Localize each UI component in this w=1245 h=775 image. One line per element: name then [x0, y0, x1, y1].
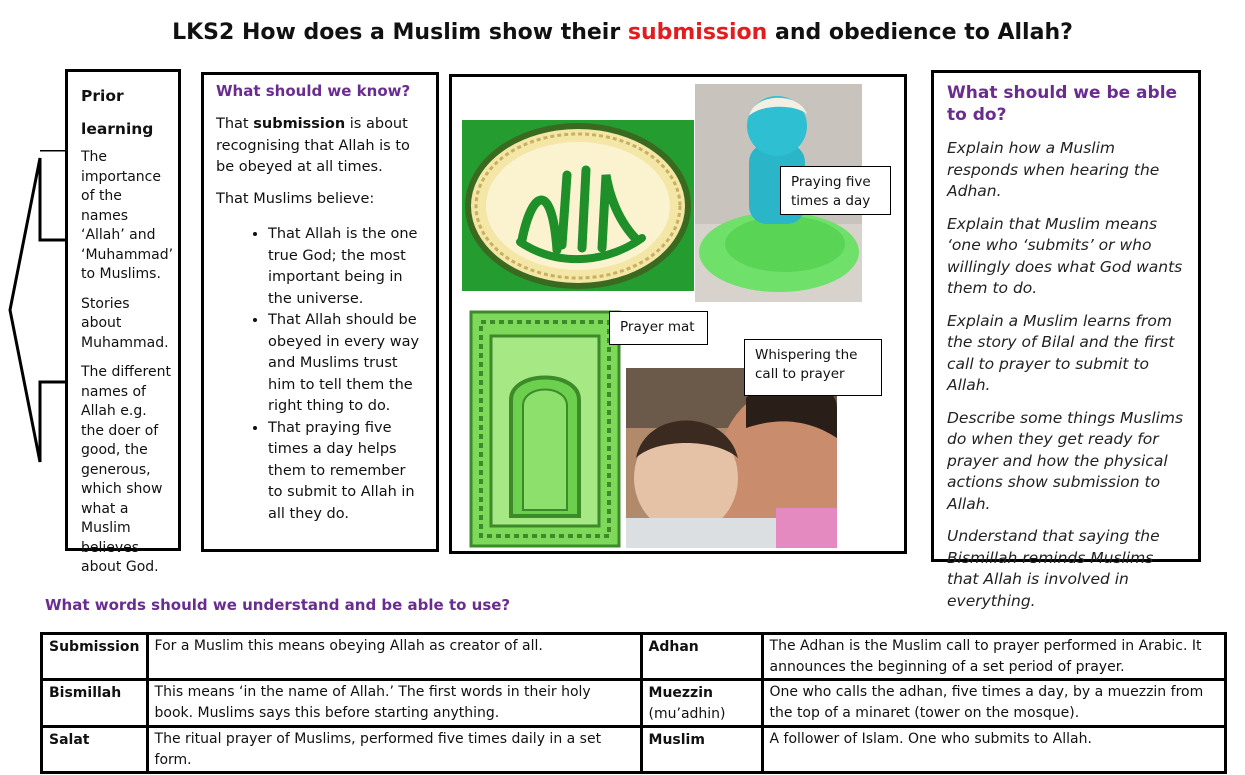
know-bullet: • That praying five times a day helps them to remember to submit to Allah in all they do.: [268, 418, 424, 526]
prior-item: The different names of Allah e.g. the doer of good, the generous, which show what a Muslim believes about God.: [81, 364, 171, 575]
know-paragraph-2: That Muslims believe:: [216, 190, 375, 207]
vocabulary-table: [40, 632, 1227, 774]
term-cell: Bismillah: [42, 680, 148, 727]
allah-calligraphy-image: [462, 120, 694, 291]
term-cell: Salat: [42, 727, 148, 773]
term-subtitle: (mu’adhin): [648, 705, 726, 722]
pictures-box: [449, 74, 907, 554]
know-paragraph-1: That submission is about recognising that Allah is to be obeyed at all times.: [216, 116, 410, 175]
definition-cell: The Adhan is the Muslim call to prayer performed in Arabic. It announces the beginning of a set period of prayer.: [762, 634, 1225, 680]
know-bullet: • That Allah is the one true God; the most important being in the universe.: [268, 224, 424, 310]
able-item: Describe some things Muslims do when they get ready for prayer and how the physical actions show submission to Allah.: [947, 408, 1184, 513]
table-row: [42, 727, 1226, 773]
table-row: [42, 680, 1226, 727]
know-heading: What should we know?: [216, 82, 411, 100]
title-highlight: submission: [627, 20, 768, 45]
definition-cell: One who calls the adhan, five times a day, by a muezzin from the top of a minaret (tower on the mosque).: [762, 680, 1225, 727]
know-bullet: • That Allah should be obeyed in every way and Muslims trust him to tell them the right thing to do.: [268, 310, 424, 418]
prior-heading-1: Prior: [81, 87, 124, 105]
callout-mat: Prayer mat: [609, 311, 708, 345]
term-cell: Muslim: [641, 727, 762, 773]
prayer-mat-image: [469, 310, 621, 548]
able-item: Explain that Muslim means ‘one who ‘submits’ or who willingly does what God wants them to do.: [947, 214, 1183, 297]
definition-cell: A follower of Islam. One who submits to Allah.: [762, 727, 1225, 773]
definition-cell: This means ‘in the name of Allah.’ The first words in their holy book. Muslims says this before starting anything.: [147, 680, 641, 727]
able-item: Explain how a Muslim responds when hearing the Adhan.: [947, 139, 1160, 200]
prior-learning-box: [65, 69, 181, 575]
callout-whispering: Whispering the call to prayer: [744, 339, 882, 396]
what-should-we-be-able-to-do-box: [931, 70, 1201, 610]
know-bullet-list: [216, 224, 424, 525]
term-cell: Muezzin (mu’adhin): [641, 680, 762, 727]
words-heading: What words should we understand and be able to use?: [45, 596, 511, 614]
definition-cell: The ritual prayer of Muslims, performed five times daily in a set form.: [147, 727, 641, 773]
definition-cell: For a Muslim this means obeying Allah as creator of all.: [147, 634, 641, 680]
prior-item: The importance of the names ‘Allah’ and ‘Muhammad’ to Muslims.: [81, 149, 174, 282]
table-row: [42, 634, 1226, 680]
page-title: LKS2 How does a Muslim show their submission and obedience to Allah?: [172, 20, 1073, 45]
term-cell: Submission: [42, 634, 148, 680]
callout-praying: Praying five times a day: [780, 166, 891, 215]
prior-heading-2: learning: [81, 120, 154, 138]
able-item: Explain a Muslim learns from the story of Bilal and the first call to prayer to submit to Allah.: [947, 311, 1175, 394]
prior-item: Stories about Muhammad.: [81, 295, 169, 351]
what-should-we-know-box: [201, 72, 439, 552]
able-item: Understand that saying the Bismillah reminds Muslims that Allah is involved in everything.: [947, 527, 1160, 610]
term-cell: Adhan: [641, 634, 762, 680]
able-heading: What should we be able to do?: [947, 83, 1178, 125]
arrow-left-icon: [0, 150, 70, 470]
